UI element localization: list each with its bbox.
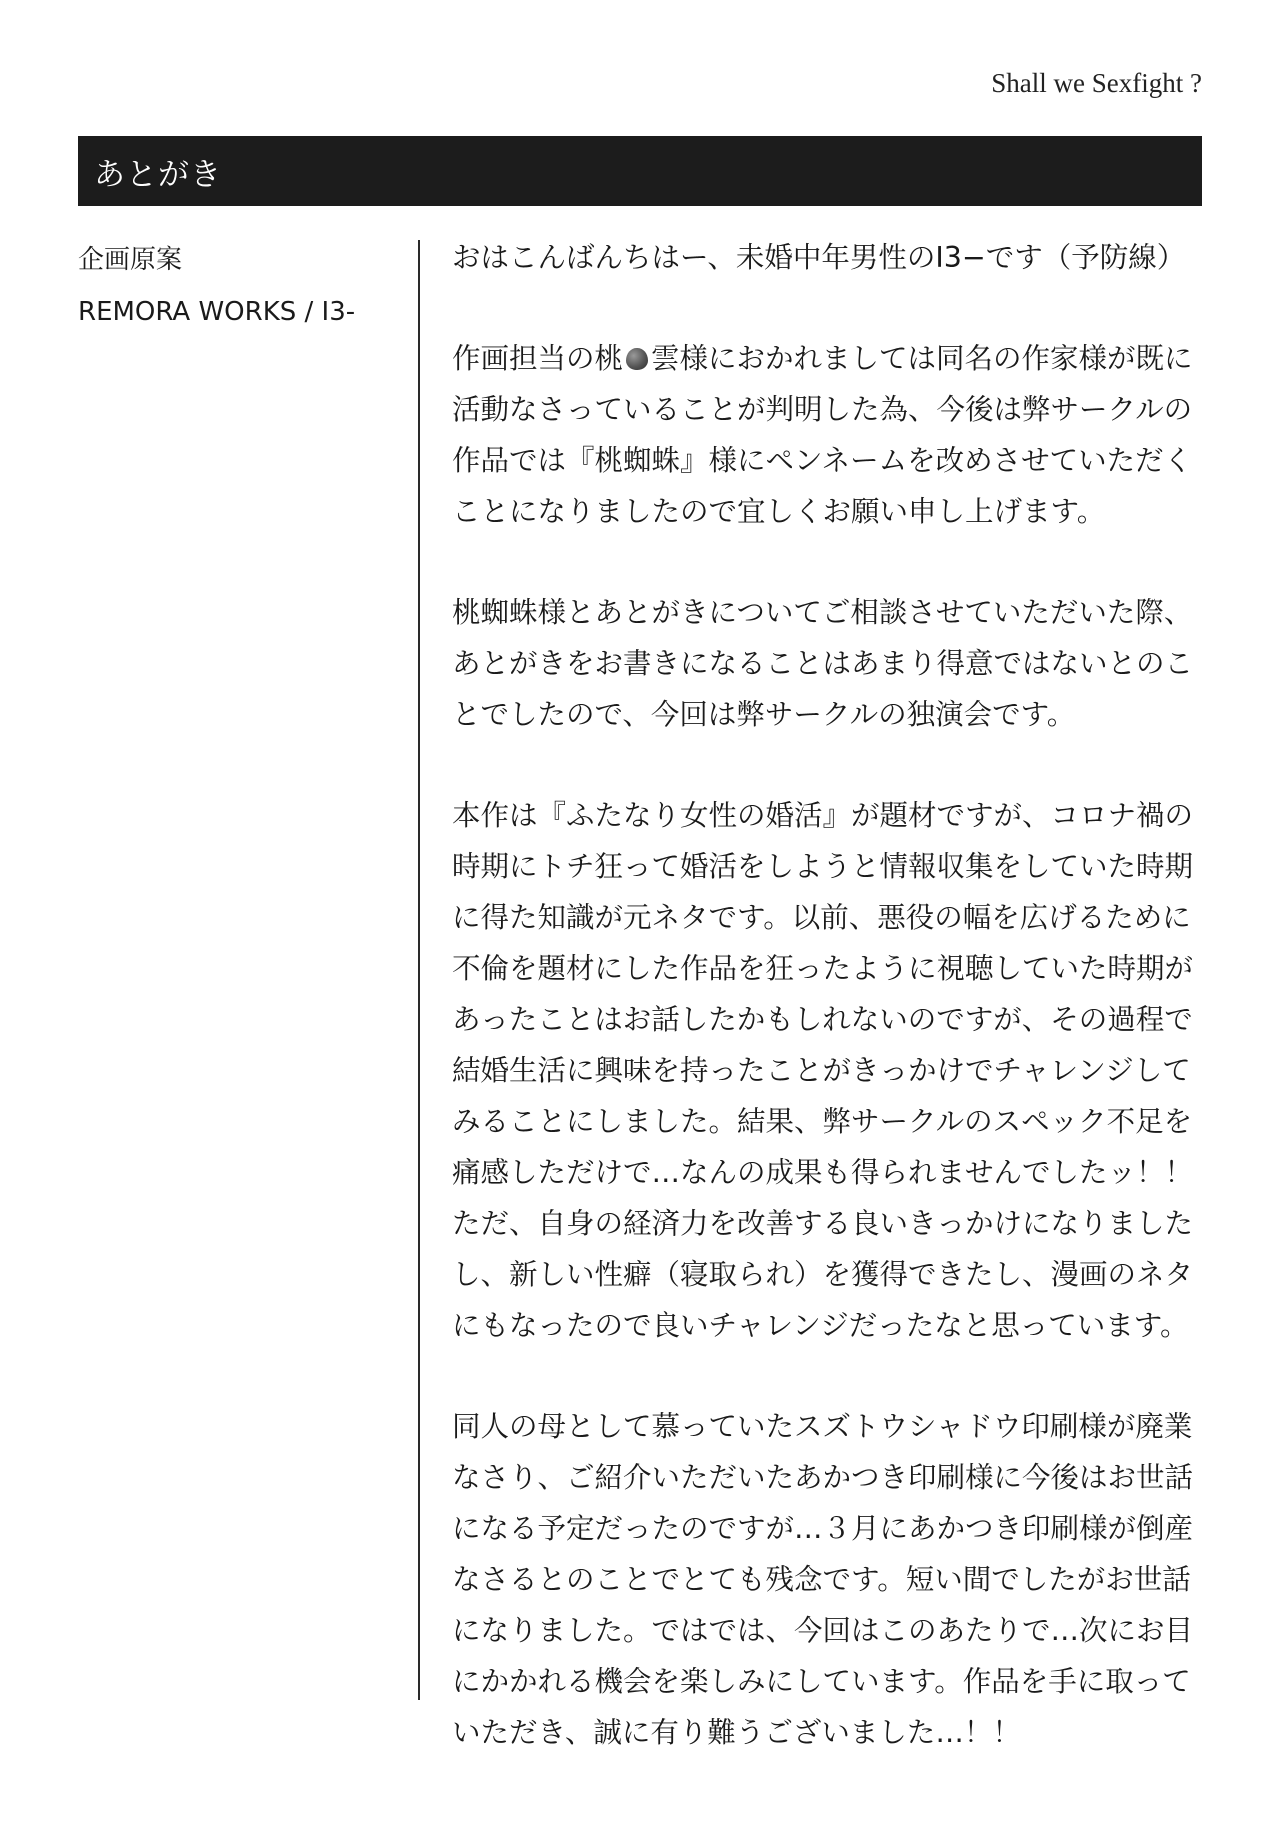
text-line: に得た知識が元ネタです。以前、悪役の幅を広げるために [452, 901, 1191, 934]
paragraph-2 [452, 333, 1212, 537]
text-line: 不倫を題材にした作品を狂ったように視聴していた時期が [452, 952, 1194, 985]
paragraph-1 [452, 232, 1212, 283]
text-line: にもなったので良いチャレンジだったなと思っています。 [452, 1309, 1189, 1342]
text-line: にかかれる機会を楽しみにしています。作品を手に取って [452, 1665, 1191, 1698]
text-fragment: 雲様におかれましては同名の作家様が既に [651, 342, 1193, 375]
text-line: になりました。ではでは、今回はこのあたりで…次にお目 [452, 1614, 1194, 1647]
text-line: し、新しい性癖（寝取られ）を獲得できたし、漫画のネタ [452, 1258, 1194, 1291]
text-line: 結婚生活に興味を持ったことがきっかけでチャレンジして [452, 1054, 1191, 1087]
section-title: あとがき [94, 156, 222, 193]
text-line: 作品では『桃蜘蛛』様にペンネームを改めさせていただく [452, 444, 1193, 477]
text-line: 同人の母として慕っていたスズトウシャドウ印刷様が廃業 [452, 1410, 1193, 1443]
text-line: 時期にトチ狂って婚活をしようと情報収集をしていた時期 [452, 850, 1194, 883]
section-header-bar [78, 136, 1202, 206]
text-line: いただき、誠に有り難うございました…！！ [452, 1716, 1021, 1749]
text-line: 痛感しただけで…なんの成果も得られませんでしたッ！！ [452, 1156, 1194, 1189]
text-line: ことになりましたので宜しくお願い申し上げます。 [452, 495, 1106, 528]
text-line: みることにしました。結果、弊サークルのスペック不足を [452, 1105, 1193, 1138]
text-line: 本作は『ふたなり女性の婚活』が題材ですが、コロナ禍の [452, 799, 1194, 832]
text-line: あとがきをお書きになることはあまり得意ではないとのこ [452, 647, 1194, 680]
text-line: おはこんばんちはー、未婚中年男性のI3−です（予防線） [452, 241, 1186, 274]
credit-name: REMORA WORKS / I3- [78, 297, 356, 327]
text-fragment: 作画担当の桃 [452, 342, 624, 375]
credits-block [78, 234, 408, 338]
text-line: 活動なさっていることが判明した為、今後は弊サークルの [452, 393, 1193, 426]
peach-icon [626, 348, 648, 370]
text-line: あったことはお話したかもしれないのですが、その過程で [452, 1003, 1193, 1036]
column-divider [418, 240, 420, 1700]
text-line [452, 333, 1212, 384]
paragraph-4 [452, 790, 1212, 1351]
paragraph-5 [452, 1401, 1212, 1758]
text-line: なさるとのことでとても残念です。短い間でしたがお世話 [452, 1563, 1191, 1596]
afterword-body [452, 232, 1212, 1808]
text-line: とでしたので、今回は弊サークルの独演会です。 [452, 698, 1076, 731]
text-line: なさり、ご紹介いただいたあかつき印刷様に今後はお世話 [452, 1461, 1194, 1494]
text-line: ただ、自身の経済力を改善する良いきっかけになりました [452, 1207, 1194, 1240]
running-title: Shall we Sexfight ? [991, 68, 1202, 98]
text-line: 桃蜘蛛様とあとがきについてご相談させていただいた際、 [452, 596, 1193, 629]
text-line: になる予定だったのですが…３月にあかつき印刷様が倒産 [452, 1512, 1194, 1545]
credit-role: 企画原案 [78, 245, 183, 275]
paragraph-3 [452, 587, 1212, 740]
